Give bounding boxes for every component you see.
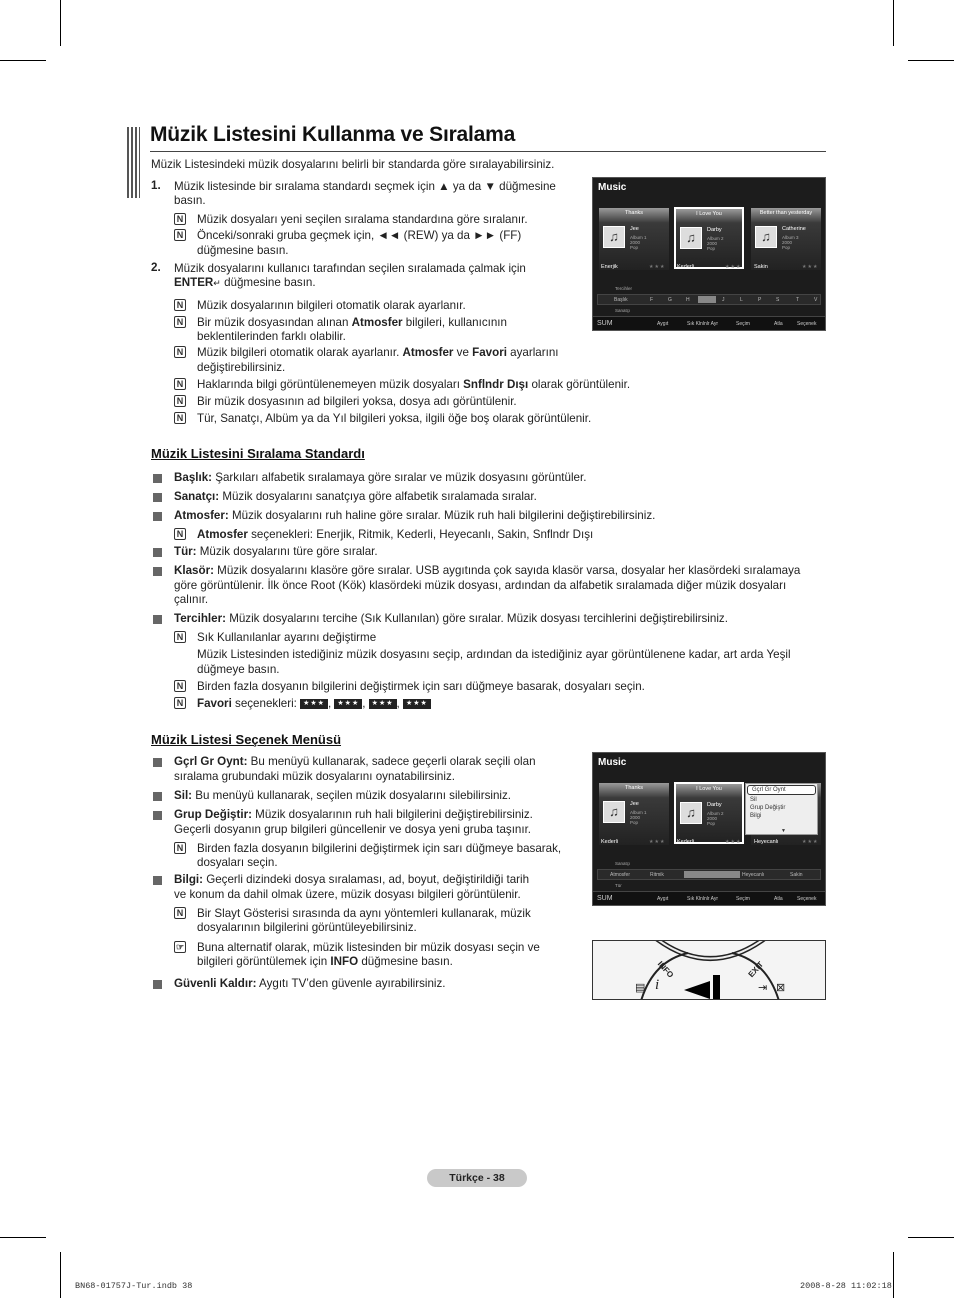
mood-label: Sakin	[754, 264, 768, 270]
note-icon: N	[174, 299, 186, 311]
bullet-icon	[153, 567, 162, 576]
step1-line2: basın.	[174, 194, 206, 207]
info-button-label: INFO	[655, 959, 676, 980]
note-icon: N	[174, 395, 186, 407]
step2-note1: Müzik dosyalarının bilgileri otomatik olarak ayarlanır.	[197, 299, 466, 312]
note-icon: N	[174, 680, 186, 692]
tv-screen-option-menu	[592, 752, 826, 906]
bullet-icon	[153, 758, 162, 767]
intro-text: Müzik Listesindeki müzik dosyalarını belirli bir standarda göre sıralayabilirsiniz.	[151, 158, 555, 171]
note-icon: N	[174, 907, 186, 919]
bullet-bilgi-cont: ve konum da dahil olmak üzere, müzik dosyası bilgileri görüntülenir.	[174, 888, 521, 901]
mood-label: Kederli	[677, 839, 695, 845]
bullet-icon	[153, 980, 162, 989]
tercihler-note1: Sık Kullanılanlar ayarını değiştirme	[197, 631, 377, 644]
note-icon: N	[174, 631, 186, 643]
note-icon: N	[174, 229, 186, 241]
star-rating-badge: ★★★	[403, 699, 431, 709]
sort-current: Atmosfer	[610, 872, 631, 878]
menu-item-change-group[interactable]: Grup Değiştir	[750, 805, 786, 811]
bullet-klasor: Klasör: Müzik dosyalarını klasöre göre sıralar. USB aygıtında çok sayıda klasör varsa, dosyalar her klasördeki sıralamaya	[174, 564, 801, 577]
mood-label: Kederli	[677, 264, 695, 270]
bullet-gcrl-cont: sıralama grubundaki müzik dosyalarını oynatabilirsiniz.	[174, 770, 455, 783]
rating-dots: ★★★	[802, 264, 819, 270]
music-card-selected[interactable]: I Love You ♫ Darby Album 2 2000 Pop	[674, 782, 744, 844]
tercihler-para2: düğmeye basın.	[197, 663, 280, 676]
crop-mark	[60, 1252, 61, 1298]
menu-icon: ▤	[635, 982, 646, 994]
crop-mark	[908, 60, 954, 61]
remote-control-illustration	[592, 940, 826, 1000]
bullet-icon	[153, 548, 162, 557]
star-rating-badge: ★★★	[334, 699, 362, 709]
music-card-selected[interactable]: I Love You ♫ Darby Album 2 2000 Pop	[674, 207, 744, 269]
sort-strip[interactable]: Başlık F G H J L P S T V	[597, 294, 821, 305]
bullet-baslik: Başlık: Şarkıları alfabetik sıralamaya göre sıralar ve müzik dosyasını görüntüler.	[174, 471, 587, 484]
rating-dots: ★★★	[649, 264, 666, 270]
bullet-grup: Grup Değiştir: Müzik dosyalarının ruh hali bilgilerini değiştirebilirsiniz.	[174, 808, 533, 821]
step1-note2-cont: düğmesine basın.	[197, 244, 289, 257]
bullet-atmosfer: Atmosfer: Müzik dosyalarını ruh haline göre sıralar. Müzik ruh hali bilgilerini değiştirebilirsiniz.	[174, 509, 656, 522]
bullet-klasor-cont: göre görüntülenir. İlk önce Root (Kök) klasördeki müzik dosyası, ardından da alfabetik sıralamada diğer müzik dosyaları	[174, 579, 787, 592]
bullet-icon	[153, 792, 162, 801]
step2-note2-cont: beklentilerinden farklı olabilir.	[197, 330, 346, 343]
chevron-down-icon: ▼	[781, 828, 786, 834]
bullet-sil: Sil: Bu menüyü kullanarak, seçilen müzik dosyalarını silebilirsiniz.	[174, 789, 512, 802]
step2-note2: Bir müzik dosyasından alınan Atmosfer bilgileri, kullanıcının	[197, 316, 507, 329]
title-rule	[150, 151, 826, 152]
exit-icon: ⊠	[776, 982, 786, 994]
step1-note2: Önceki/sonraki gruba geçmek için, ◄◄ (REW) ya da ►► (FF)	[197, 229, 522, 242]
bullet-bilgi: Bilgi: Geçerli dizindeki dosya sıralaması, ad, boyut, değiştirildiği tarih	[174, 873, 530, 886]
step-number: 2.	[151, 261, 161, 274]
enter-icon: ↵	[213, 278, 221, 288]
music-note-icon: ♫	[680, 802, 702, 824]
sort-upper: Sanatçı	[615, 861, 631, 866]
rating-dots: ★★★	[725, 839, 742, 845]
bilgi-note1-cont: dosyalarının bilgilerini görüntüleyebilirsiniz.	[197, 921, 417, 934]
music-card[interactable]: Thanks ♫ Jee Album 1 2000 Pop	[599, 783, 669, 845]
page-number-badge: Türkçe - 38	[427, 1169, 527, 1187]
bullet-icon	[153, 493, 162, 502]
exit-button-label: EXIT	[746, 959, 766, 980]
music-card[interactable]: Better than yesterday ♫ Catherine Album 3 2000 Pop	[751, 208, 821, 270]
music-note-icon: ♫	[603, 226, 625, 248]
rating-dots: ★★★	[725, 264, 742, 270]
bullet-tur: Tür: Müzik dosyalarını türe göre sıralar.	[174, 545, 378, 558]
bullet-grup-cont: Geçerli dosyanın grup bilgileri güncellenir ve dosya yeni gruba taşınır.	[174, 823, 532, 836]
bilgi-note1: Bir Slayt Gösterisi sırasında da aynı yöntemleri kullanarak, müzik	[197, 907, 531, 920]
footer-timestamp: 2008-8-28 11:02:18	[800, 1281, 892, 1291]
bullet-icon	[153, 811, 162, 820]
note-icon: N	[174, 528, 186, 540]
tv-footer: SUM Aygıt Sık Klnlnlr Ayr Seçim Atla Seçenek	[593, 316, 825, 330]
step2-note5: Bir müzik dosyasının ad bilgileri yoksa, dosya adı görüntülenir.	[197, 395, 517, 408]
sort-lower: Sanatçı	[615, 308, 631, 313]
section-heading: Müzik Listesini Sıralama Standardı	[151, 446, 365, 461]
sort-upper: Tercihler	[615, 286, 633, 291]
atmosfer-options: Atmosfer seçenekleri: Enerjik, Ritmik, Kederli, Heyecanlı, Sakin, Snflndr Dışı	[197, 528, 594, 541]
menu-item-play-group[interactable]: Gçrl Gr Oynt	[747, 785, 816, 795]
device-label: SUM	[597, 320, 613, 327]
bullet-icon	[153, 876, 162, 885]
rating-dots: ★★★	[649, 839, 666, 845]
rating-dots: ★★★	[802, 839, 819, 845]
note-icon: N	[174, 842, 186, 854]
music-note-icon: ♫	[680, 227, 702, 249]
grup-note-cont: dosyaları seçin.	[197, 856, 278, 869]
step-number: 1.	[151, 179, 161, 192]
crop-mark	[908, 1237, 954, 1238]
crop-mark	[0, 1237, 46, 1238]
note-icon: N	[174, 316, 186, 328]
bilgi-note2-cont: bilgileri görüntülemek için INFO düğmesine basın.	[197, 955, 453, 968]
footer-file: BN68-01757J-Tur.indb 38	[75, 1281, 193, 1291]
crop-mark	[60, 0, 61, 46]
step2-line2: ENTER↵ düğmesine basın.	[174, 276, 316, 289]
tv-header: Music	[598, 182, 627, 193]
note-icon: N	[174, 378, 186, 390]
music-note-icon: ♫	[603, 801, 625, 823]
bullet-klasor-cont: çalınır.	[174, 593, 209, 606]
mood-label: Kederli	[601, 839, 619, 845]
step2-note6: Tür, Sanatçı, Albüm ya da Yıl bilgileri yoksa, ilgili öğe boş olarak görüntülenir.	[197, 412, 592, 425]
device-label: SUM	[597, 895, 613, 902]
music-note-icon: ♫	[755, 226, 777, 248]
grup-note: Birden fazla dosyanın bilgilerini değiştirmek için sarı düğmeye basarak,	[197, 842, 562, 855]
bullet-guvenli: Güvenli Kaldır: Aygıtı TV’den güvenle ayırabilirsiniz.	[174, 977, 446, 990]
bullet-gcrl: Gçrl Gr Oynt: Bu menüyü kullanarak, sadece geçerli olarak seçili olan	[174, 755, 536, 768]
step2-note4: Haklarında bilgi görüntülenemeyen müzik dosyaları Snflndr Dışı olarak görüntülenir.	[197, 378, 631, 391]
sort-cursor	[698, 296, 716, 303]
crop-mark	[893, 0, 894, 46]
sort-current: Başlık	[614, 297, 628, 303]
sort-lower: Tür	[615, 883, 622, 888]
remote-drawing	[593, 941, 826, 1000]
note-icon: N	[174, 346, 186, 358]
star-rating-badge: ★★★	[300, 699, 328, 709]
bullet-icon	[153, 512, 162, 521]
star-rating-badge: ★★★	[369, 699, 397, 709]
note-icon: N	[174, 697, 186, 709]
step2-line1: Müzik dosyalarını kullanıcı tarafından seçilen sıralamada çalmak için	[174, 262, 526, 275]
step2-note3-cont: değiştirebilirsiniz.	[197, 361, 286, 374]
title-bar-decoration	[127, 127, 140, 198]
sort-cursor	[684, 871, 740, 878]
favori-options: Favori seçenekleri: ★★★ , ★★★ , ★★★ , ★★★	[197, 696, 431, 711]
section-heading: Müzik Listesi Seçenek Menüsü	[151, 732, 342, 747]
tercihler-note2: Birden fazla dosyanın bilgilerini değiştirmek için sarı düğmeye basarak, dosyaları seçin.	[197, 680, 645, 693]
mood-label: Enerjik	[601, 264, 618, 270]
tercihler-para1: Müzik Listesinden istediğiniz müzik dosyasını seçip, ardından da istediğiniz ayar görüntülenene kadar, art arda Yeşil	[197, 648, 791, 661]
menu-item-info[interactable]: Bilgi	[750, 813, 762, 819]
exit-arrow-icon: ⇥	[758, 982, 768, 994]
tv-header: Music	[598, 757, 627, 768]
menu-item-delete[interactable]: Sil	[750, 797, 757, 803]
bullet-tercihler: Tercihler: Müzik dosyalarını tercihe (Sık Kullanılan) göre sıralar. Müzik dosyası tercihlerini değiştirebilirsiniz.	[174, 612, 728, 625]
option-menu[interactable]	[745, 783, 818, 835]
music-card[interactable]: Thanks ♫ Jee Album 1 2000 Pop	[599, 208, 669, 270]
step1-line1: Müzik listesinde bir sıralama standardı seçmek için ▲ ya da ▼ düğmesine	[174, 180, 556, 193]
note-icon: N	[174, 412, 186, 424]
sort-strip[interactable]: Atmosfer Ritmik Heyecanlı Sakin	[597, 869, 821, 880]
bullet-icon	[153, 615, 162, 624]
mood-label: Heyecanlı	[754, 839, 779, 845]
bullet-sanatci: Sanatçı: Müzik dosyalarını sanatçıya göre alfabetik sıralamada sıralar.	[174, 490, 537, 503]
step2-note3: Müzik bilgileri otomatik olarak ayarlanır. Atmosfer ve Favori ayarlarını	[197, 346, 559, 359]
tv-screen-music-list	[592, 177, 826, 331]
page-title: Müzik Listesini Kullanma ve Sıralama	[150, 123, 516, 146]
tip-icon: ☞	[175, 942, 185, 952]
bilgi-note2: Buna alternatif olarak, müzik listesinden bir müzik dosyası seçin ve	[197, 941, 540, 954]
crop-mark	[893, 1252, 894, 1298]
step1-note1: Müzik dosyaları yeni seçilen sıralama standardına göre sıralanır.	[197, 213, 528, 226]
info-icon: i	[655, 977, 660, 993]
note-icon: N	[174, 213, 186, 225]
tv-footer: SUM Aygıt Sık Klnlnlr Ayr Seçim Atla Seçenek	[593, 891, 825, 905]
bullet-icon	[153, 474, 162, 483]
crop-mark	[0, 60, 46, 61]
